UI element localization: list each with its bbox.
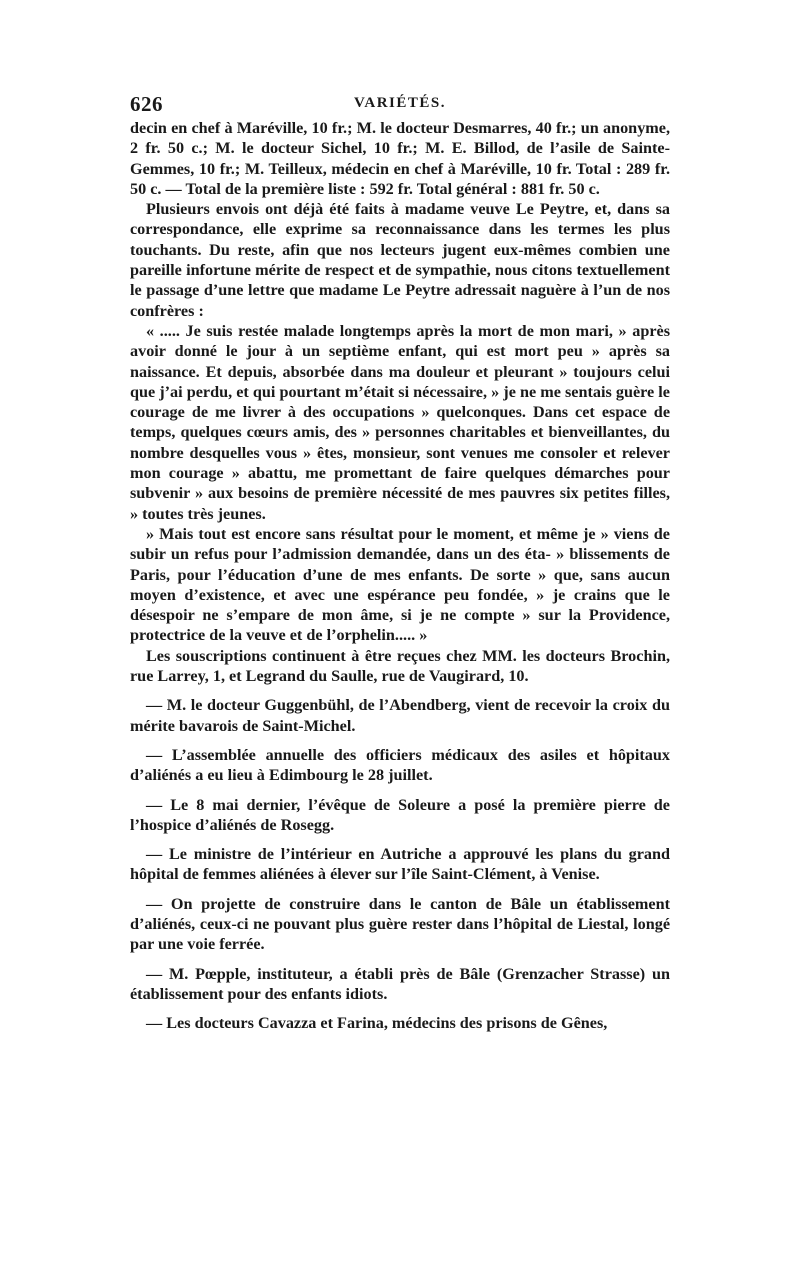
news-item-poepple: — M. Pœpple, instituteur, a établi près de Bâle (Grenzacher Strasse) un établissement pour des enfants idiots. — [130, 964, 670, 1003]
news-item-rosegg: — Le 8 mai dernier, l’évêque de Soleure a posé la première pierre de l’hospice d’aliénés de Rosegg. — [130, 795, 670, 834]
news-item-guggenbuhl: — M. le docteur Guggenbühl, de l’Abendberg, vient de recevoir la croix du mérite bavarois de Saint-Michel. — [130, 696, 670, 735]
news-item-venise: — Le ministre de l’intérieur en Autriche a approuvé les plans du grand hôpital de femmes aliénées à élever sur l’île Saint-Clément, à Venise. — [130, 845, 670, 884]
paragraph-envois: Plusieurs envois ont déjà été faits à madame veuve Le Peytre, et, dans sa correspondance, elle exprime sa reconnaissance dans les termes les plus touchants. Du reste, afin que nos lecteurs jugent eux-mêmes combien une pareille infortune mérite de respect et de sympathie, nous citons textuellement le passage d’une lettre que madame Le Peytre adressait naguère à l’un de nos confrères : — [130, 200, 670, 320]
news-item-genes: — Les docteurs Cavazza et Farina, médecins des prisons de Gênes, — [146, 1014, 608, 1033]
paragraph-souscriptions: Les souscriptions continuent à être reçues chez MM. les docteurs Brochin, rue Larrey, 1, et Legrand du Saulle, rue de Vaugirard, 10. — [130, 646, 670, 686]
page-body — [130, 118, 670, 1033]
running-title: VARIÉTÉS. — [353, 95, 446, 111]
news-item-edimbourg: — L’assemblée annuelle des officiers médicaux des asiles et hôpitaux d’aliénés a eu lieu à Edimbourg le 28 juillet. — [130, 745, 670, 785]
quoted-letter-part-2: » Mais tout est encore sans résultat pour le moment, et même je » viens de subir un refus pour l’admission demandée, dans un des éta- » blissements de Paris, pour l’éducation d’une de mes enfants. De sorte » que, sans aucun moyen d’existence, et avec une espérance peu fondée, » je crains que le désespoir ne s’empare de mon âme, si je ne compte » sur la Providence, protectrice de la veuve et de l’orphelin..... » — [130, 524, 670, 645]
page-number: 626 — [130, 92, 163, 116]
news-item-bale: — On projette de construire dans le canton de Bâle un établissement d’aliénés, ceux-ci ne pouvant plus guère rester dans l’hôpital de Liestal, longé par une voie ferrée. — [130, 894, 670, 954]
quoted-letter-part-1: « ..... Je suis restée malade longtemps après la mort de mon mari, » après avoir donné le jour à un septième enfant, qui est mort peu » après sa naissance. Et depuis, absorbée dans ma douleur et pleurant » toujours celui que j’ai perdu, et qui pourtant m’était si nécessaire, » je ne me sentais guère le courage de me livrer à des occupations » quelconques. Dans cet espace de temps, quelques cœurs amis, des » personnes charitables et bienveillantes, du nombre desquelles vous » êtes, monsieur, sont venues me consoler et relever mon courage » abattu, me promettant de faire quelques démarches pour subvenir » aux besoins de première nécessité de mes pauvres six petites filles, » toutes très jeunes. — [130, 321, 670, 523]
page-header — [130, 92, 670, 118]
subscription-list-continuation: decin en chef à Maréville, 10 fr.; M. le docteur Desmarres, 40 fr.; un anonyme, 2 fr. 50 c.; M. le docteur Sichel, 10 fr.; M. E. Billod, de l’asile de Sainte-Gemmes, 10 fr.; M. Teilleux, médecin en chef à Maréville, 10 fr. Total : 289 fr. 50 c. — Total de la première liste : 592 fr. Total général : 881 fr. 50 c. — [130, 119, 670, 198]
